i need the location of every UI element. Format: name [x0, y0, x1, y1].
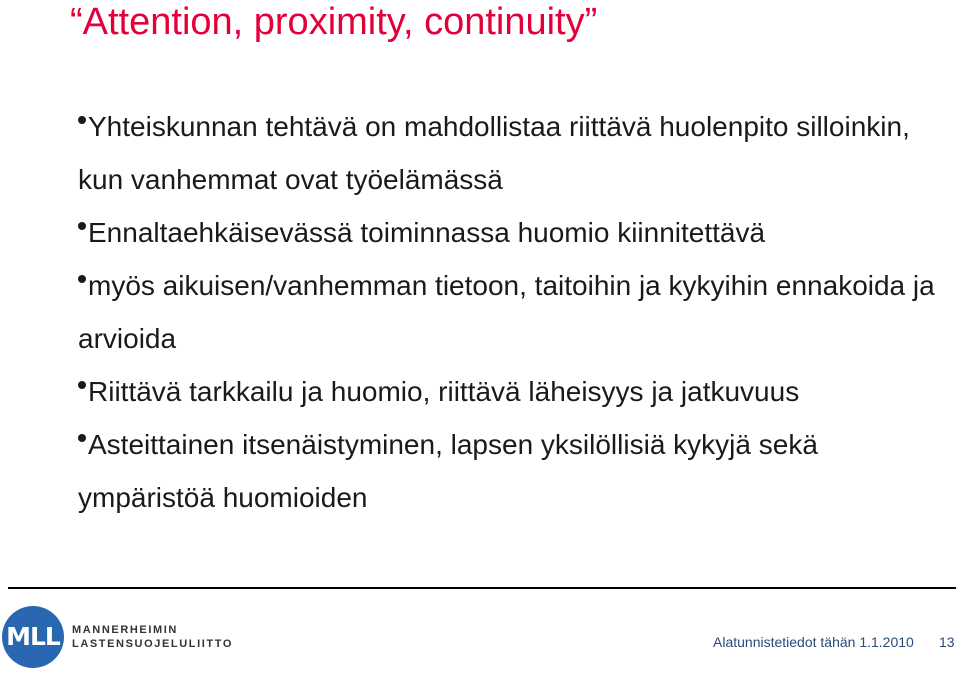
- bullet-item: Yhteiskunnan tehtävä on mahdollistaa riittävä huolenpito silloinkin, kun vanhemmat ovat työelämässä: [78, 111, 910, 195]
- bullet-dot-icon: [78, 434, 86, 442]
- bullet-dot-icon: [78, 381, 86, 389]
- bullet-dot-icon: [78, 116, 86, 124]
- bullet-item: myös aikuisen/vanhemman tietoon, taitoihin ja kykyihin ennakoida ja arvioida: [78, 270, 935, 354]
- slide-title-text: Attention, proximity, continuity: [82, 1, 585, 43]
- bullet-dot-icon: [78, 222, 86, 230]
- bullet-dot-icon: [78, 275, 86, 283]
- bullet-item: Asteittainen itsenäistyminen, lapsen yksilöllisiä kykyjä sekä ympäristöä huomioiden: [78, 429, 818, 513]
- org-name-line2: LASTENSUOJELULIITTO: [72, 638, 233, 650]
- bullet-item: Ennaltaehkäisevässä toiminnassa huomio kiinnitettävä: [78, 206, 948, 259]
- organization-name: [72, 623, 233, 651]
- org-name-line1: MANNERHEIMIN: [72, 624, 178, 636]
- slide-title: [70, 0, 597, 44]
- title-open-quote: “: [70, 1, 83, 43]
- bullet-list: [78, 100, 948, 524]
- bullet-item: Riittävä tarkkailu ja huomio, riittävä läheisyys ja jatkuvuus: [78, 365, 948, 418]
- mll-logo-icon: MLL: [2, 606, 64, 668]
- page-number: 13: [939, 634, 955, 650]
- footer-divider: [8, 587, 956, 589]
- footer-text: Alatunnistetiedot tähän 1.1.2010: [713, 634, 914, 650]
- title-close-quote: ”: [584, 1, 598, 43]
